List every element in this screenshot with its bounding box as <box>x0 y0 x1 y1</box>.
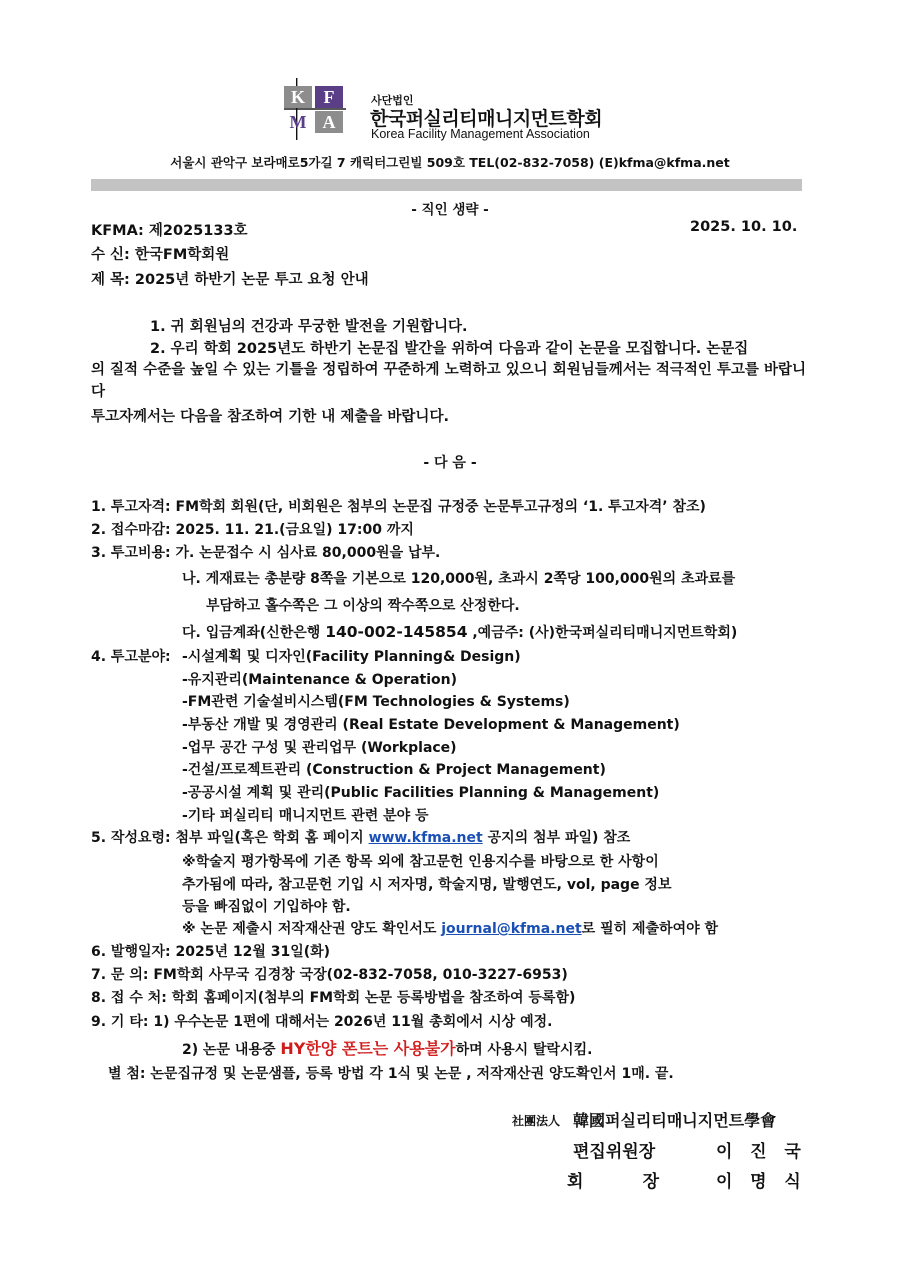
address-line: 서울시 관악구 보라매로5가길 7 캐릭터그린빌 509호 TEL(02-832-7058) (E)kfma@kfma.net <box>170 155 730 170</box>
doc-number: KFMA: 제2025133호 <box>91 223 248 239</box>
subject: 제 목: 2025년 하반기 논문 투고 요청 안내 <box>91 272 369 288</box>
copyright-note <box>182 918 718 938</box>
writing-guide-prefix: 5. 작성요령: 첨부 파일(혹은 학회 홈 페이지 <box>91 830 369 846</box>
field-item: -공공시설 계획 및 관리(Public Facilities Planning & Management) <box>182 785 660 801</box>
item-fee-publication: 나. 게재료는 총분량 8쪽을 기본으로 120,000원, 초과시 2쪽당 100,000원의 초과료를 <box>182 571 736 587</box>
doc-date: 2025. 10. 10. <box>690 219 798 235</box>
signature-name-editor: 이 진 국 <box>716 1142 801 1162</box>
font-warning-suffix: 하며 사용시 탈락시킴. <box>455 1042 593 1058</box>
header-divider <box>91 179 802 191</box>
intro-request: 투고자께서는 다음을 참조하여 기한 내 제출을 바랍니다. <box>91 409 449 425</box>
item-other: 9. 기 타: 1) 우수논문 1편에 대해서는 2026년 11월 총회에서 시상 예정. <box>91 1014 553 1030</box>
intro-paragraph-first: 2. 우리 학회 2025년도 하반기 논문집 발간을 위하여 다음과 같이 논문을 모집합니다. 논문집 <box>150 341 749 357</box>
writing-guide-note-cont: 추가됨에 따라, 참고문헌 기입 시 저자명, 학술지명, 발행연도, vol, page 정보 <box>182 877 672 893</box>
signature-org: 韓國퍼실리티매니지먼트學會 <box>573 1111 777 1130</box>
item-fields-label: 4. 투고분야: <box>91 649 171 665</box>
writing-guide-note: ※학술지 평가항목에 기존 항목 외에 참고문헌 인용지수를 바탕으로 한 사항이 <box>182 854 659 870</box>
bank-account-holder: ,예금주: (사)한국퍼실리티매니지먼트학회) <box>467 625 738 641</box>
signature-title-editor: 편집위원장 <box>573 1142 656 1162</box>
journal-email-link[interactable]: journal@kfma.net <box>441 921 582 937</box>
field-item: -유지관리(Maintenance & Operation) <box>182 672 458 688</box>
item-deadline: 2. 접수마감: 2025. 11. 21.(금요일) 17:00 까지 <box>91 522 414 538</box>
item-inquiry: 7. 문 의: FM학회 사무국 김경창 국장(02-832-7058, 010-3227-6953) <box>91 967 568 983</box>
org-prefix: 사단법인 <box>371 94 414 107</box>
copyright-note-prefix: ※ 논문 제출시 저작재산권 양도 확인서도 <box>182 921 442 937</box>
field-item: -FM관련 기술설비시스템(FM Technologies & Systems) <box>182 694 570 710</box>
writing-guide-note-end: 등을 빠짐없이 기입하야 함. <box>182 899 351 915</box>
item-bank-account <box>182 622 737 642</box>
field-item: -기타 퍼실리티 매니지먼트 관련 분야 등 <box>182 808 429 824</box>
logo-letter-f: F <box>323 87 335 107</box>
font-warning-highlight: HY한양 폰트는 사용불가 <box>280 1039 456 1058</box>
field-item: -건설/프로젝트관리 (Construction & Project Management) <box>182 762 606 778</box>
item-font-warning <box>182 1036 592 1059</box>
logo-letter-k: K <box>290 87 306 107</box>
item-submission: 8. 접 수 처: 학회 홈페이지(첨부의 FM학회 논문 등록방법을 참조하여 등록함) <box>91 990 576 1006</box>
intro-greeting: 1. 귀 회원님의 건강과 무궁한 발전을 기원합니다. <box>150 319 468 335</box>
signature-title-president: 회 장 <box>567 1172 660 1192</box>
kfma-logo <box>284 78 346 140</box>
item-fee-review: 3. 투고비용: 가. 논문접수 시 심사료 80,000원을 납부. <box>91 545 441 561</box>
logo-letter-a: A <box>322 112 336 132</box>
item-publish-date: 6. 발행일자: 2025년 12월 31일(화) <box>91 944 331 960</box>
kfma-website-link[interactable]: www.kfma.net <box>368 830 483 846</box>
intro-paragraph-rest: 의 질적 수준을 높일 수 있는 기틀을 정립하여 꾸준하게 노력하고 있으니 회원님들께서는 적극적인 투고를 바랍니다 <box>91 362 806 400</box>
seal-omission: - 직인 생략 - <box>411 202 489 218</box>
org-name-en: Korea Facility Management Association <box>371 127 590 141</box>
bank-account-number: 140-002-145854 <box>325 623 468 641</box>
item-fee-publication-cont: 부담하고 홀수쪽은 그 이상의 짝수쪽으로 산정한다. <box>206 598 520 614</box>
org-name: 한국퍼실리티매니지먼트학회 <box>370 108 603 130</box>
writing-guide-suffix: 공지의 첨부 파일) 참조 <box>482 830 631 846</box>
field-item: -부동산 개발 및 경영관리 (Real Estate Development & Management) <box>182 717 680 733</box>
item-writing-guide <box>91 827 630 847</box>
item-attachments: 별 첨: 논문집규정 및 논문샘플, 등록 방법 각 1식 및 논문 , 저작재산권 양도확인서 1매. 끝. <box>108 1066 674 1082</box>
item-eligibility: 1. 투고자격: FM학회 회원(단, 비회원은 첨부의 논문집 규정중 논문투고규정의 ‘1. 투고자격’ 참조) <box>91 499 706 515</box>
copyright-note-suffix: 로 필히 제출하여야 함 <box>581 921 719 937</box>
signature-prefix: 社團法人 <box>512 1114 561 1128</box>
field-item: -업무 공간 구성 및 관리업무 (Workplace) <box>182 740 457 756</box>
font-warning-prefix: 2) 논문 내용중 <box>182 1042 281 1058</box>
heading-details: - 다 음 - <box>423 455 477 471</box>
logo-letter-m: M <box>289 112 307 132</box>
signature-name-president: 이 명 식 <box>716 1172 801 1192</box>
recipient: 수 신: 한국FM학회원 <box>91 247 230 263</box>
bank-account-prefix: 다. 입금계좌(신한은행 <box>182 625 326 641</box>
field-item: -시설계획 및 디자인(Facility Planning& Design) <box>182 649 521 665</box>
